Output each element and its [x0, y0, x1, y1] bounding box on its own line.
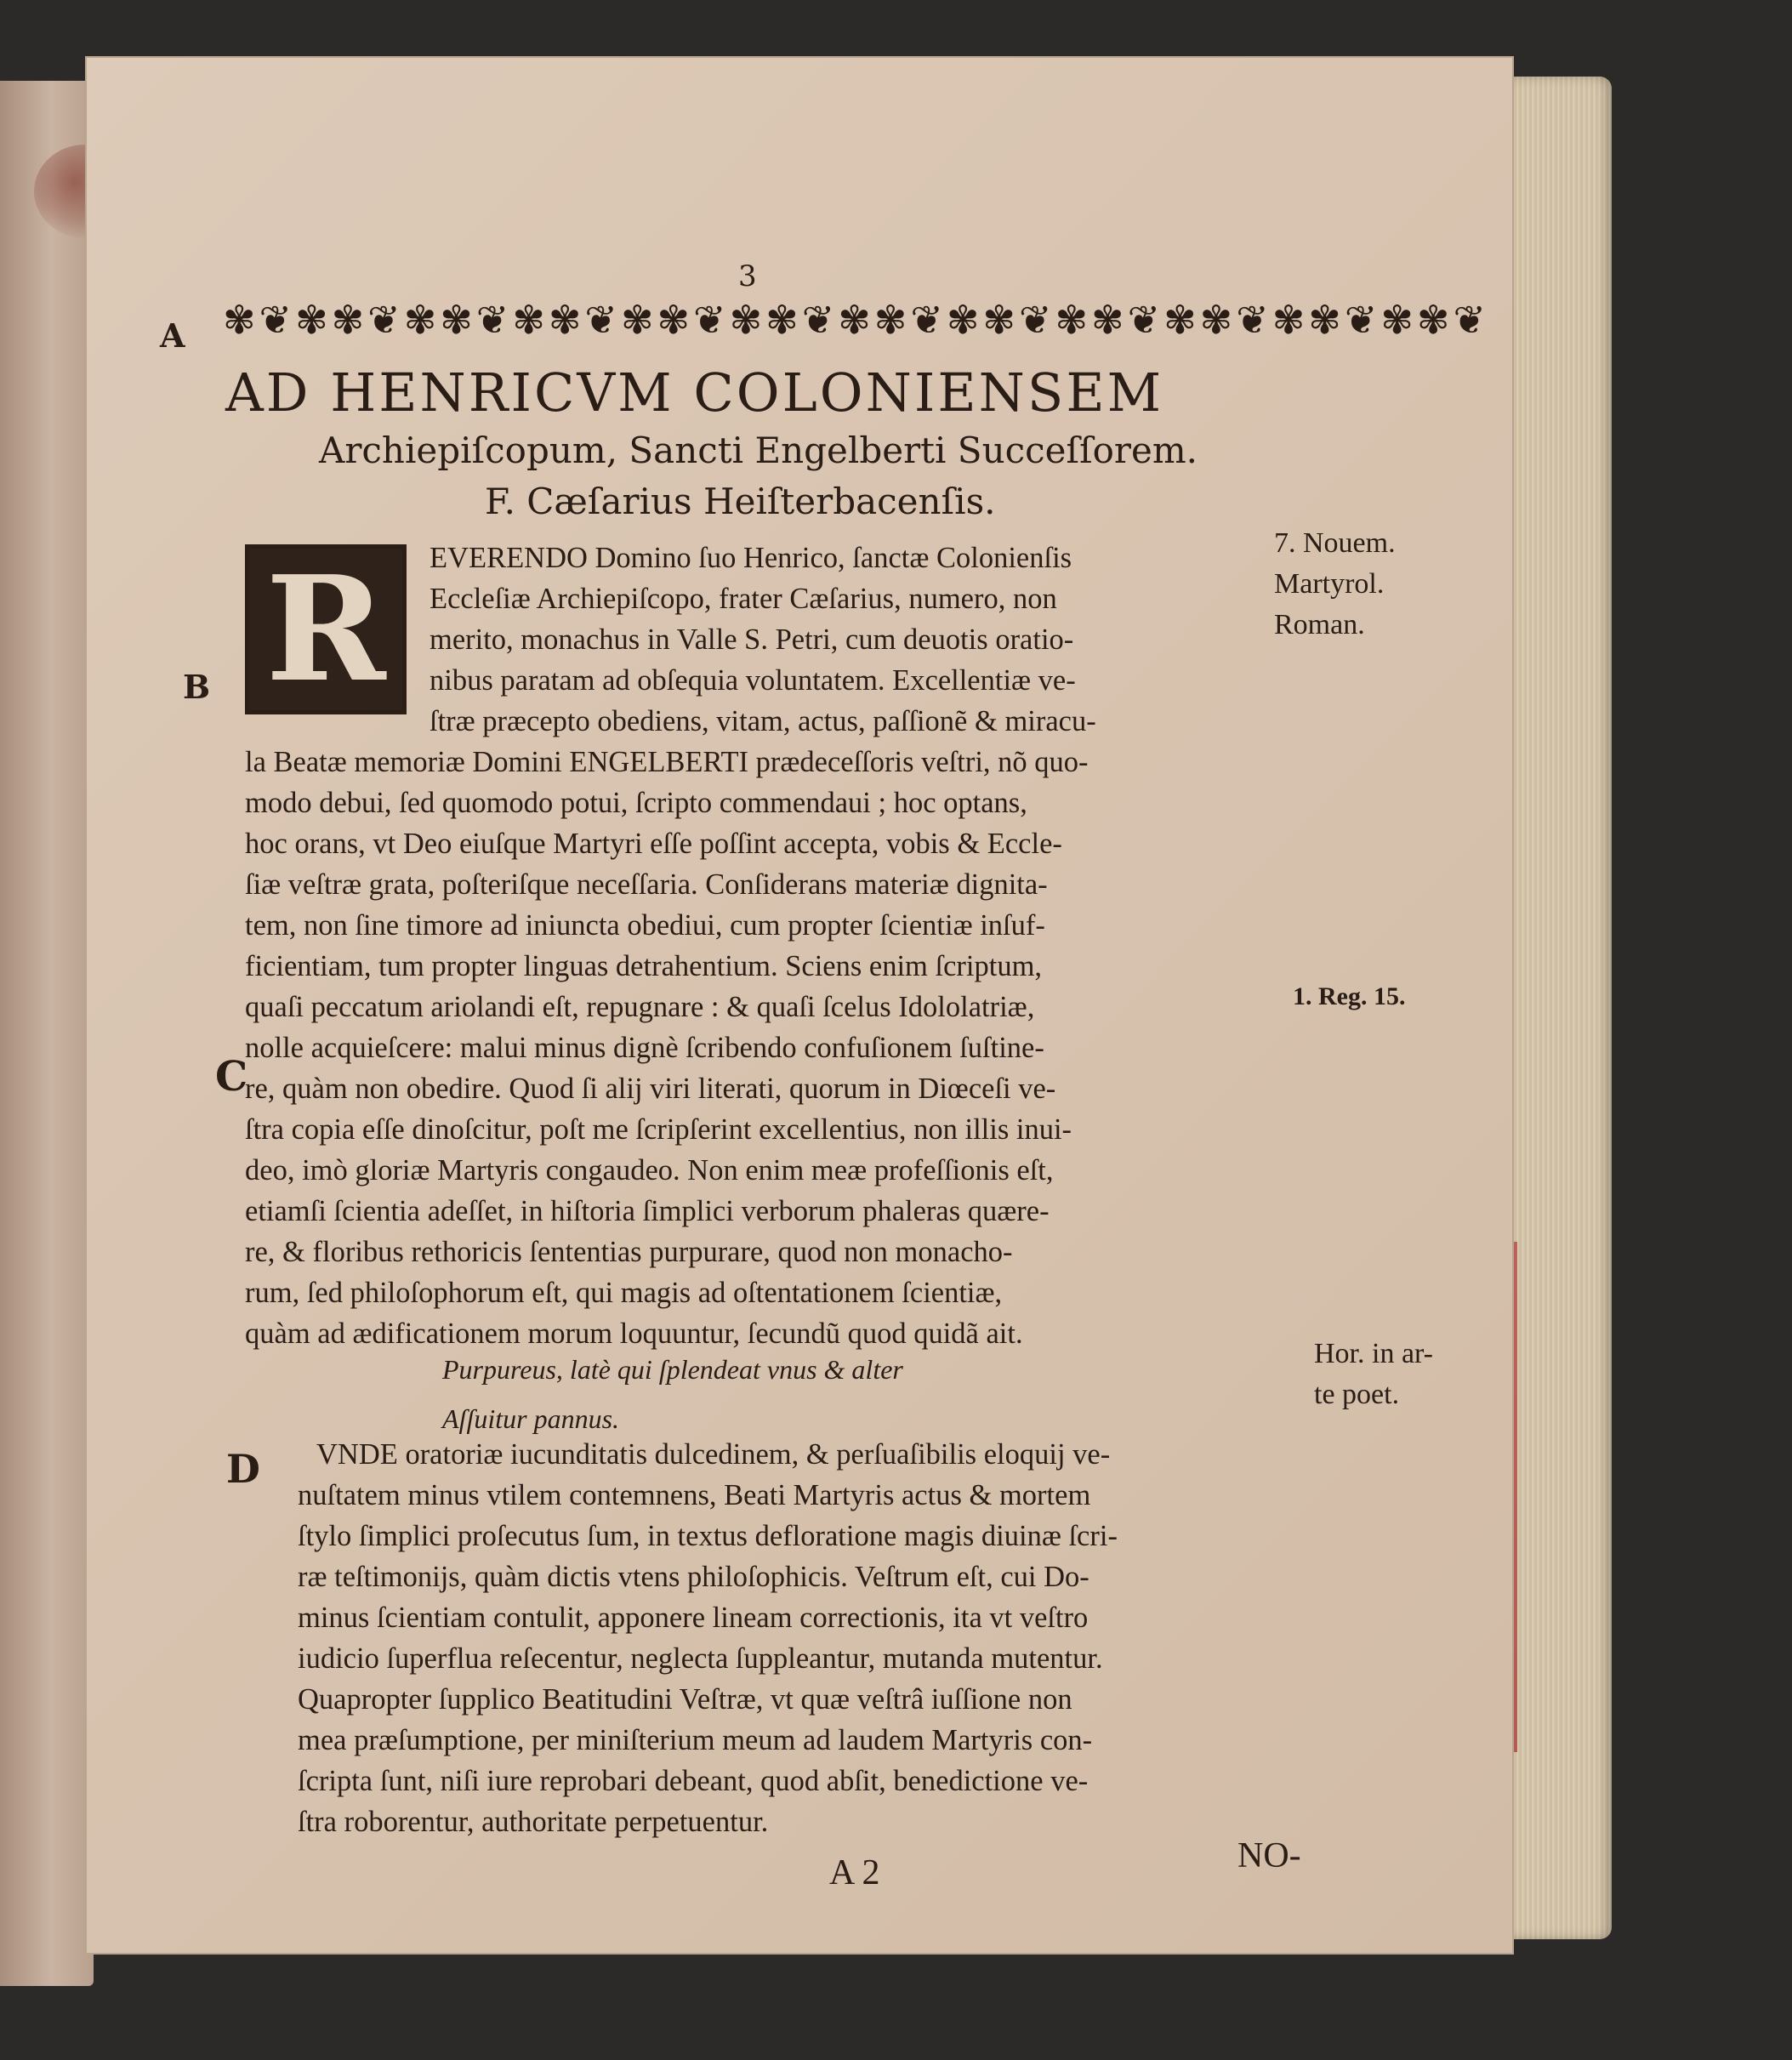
- text-line: modo debui, ſed quomodo potui, ſcripto commendaui ; hoc optans,: [245, 787, 1027, 819]
- margin-note-line: 7. Nouem.: [1274, 527, 1396, 559]
- text-line: iudicio ſuperflua reſecentur, neglecta ſuppleantur, mutanda mutentur.: [298, 1642, 1103, 1675]
- margin-note-martyrology: [1274, 523, 1396, 646]
- text-line: merito, monachus in Valle S. Petri, cum deuotis oratio-: [430, 623, 1074, 656]
- text-line: rum, ſed philoſophorum eſt, qui magis ad oſtentationem ſcientiæ,: [245, 1277, 1003, 1309]
- text-line: ficientiam, tum propter linguas detrahentium. Sciens enim ſcriptum,: [245, 950, 1043, 982]
- margin-letter-d: D: [226, 1446, 260, 1492]
- text-line: re, quàm non obedire. Quod ſi alij viri literati, quorum in Diœceſi ve-: [245, 1073, 1056, 1105]
- text-line: deo, imò gloriæ Martyris congaudeo. Non enim meæ profeſſionis eſt,: [245, 1154, 1054, 1186]
- page-title: AD HENRICVM COLONIENSEM: [225, 361, 1164, 424]
- decorated-initial: R: [245, 544, 407, 714]
- margin-note-horace: [1314, 1334, 1433, 1415]
- verse-line: Aſſuitur pannus.: [442, 1403, 620, 1434]
- text-line: ſtræ præcepto obediens, vitam, actus, paſſionẽ & miracu-: [430, 705, 1096, 737]
- margin-note-line: Martyrol.: [1274, 568, 1385, 600]
- margin-letter-c: C: [215, 1053, 248, 1101]
- text-line: Eccleſiæ Archiepiſcopo, frater Cæſarius, numero, non: [430, 583, 1057, 615]
- margin-note-line: Hor. in ar-: [1314, 1338, 1434, 1369]
- text-line: quaſi peccatum ariolandi eſt, repugnare : & quaſi ſcelus Idololatriæ,: [245, 991, 1035, 1023]
- text-line: hoc orans, vt Deo eiuſque Martyri eſſe poſſint accepta, vobis & Eccle-: [245, 828, 1062, 860]
- text-line: ſiæ veſtræ grata, poſteriſque neceſſaria. Conſiderans materiæ dignita-: [245, 868, 1048, 901]
- ornamental-band: ✾❦✾✾❦✾✾❦✾✾❦✾✾❦✾✾❦✾✾❦✾✾❦✾✾❦✾✾❦✾✾❦✾✾❦: [223, 297, 1490, 343]
- author-line: F. Cæſarius Heiſterbacenſis.: [485, 481, 996, 522]
- text-line: tem, non ſine timore ad iniuncta obediui, cum propter ſcientiæ inſuf-: [245, 909, 1045, 942]
- margin-letter-a: A: [160, 316, 185, 355]
- paragraph-2-first: [316, 1434, 1110, 1475]
- text-line: quàm ad ædificationem morum loquuntur, ſecundũ quod quidã ait.: [245, 1317, 1023, 1350]
- catchword: NO-: [1237, 1836, 1301, 1875]
- text-line: ſtra roborentur, authoritate perpetuentur.: [298, 1806, 769, 1838]
- margin-note-reg: 1. Reg. 15.: [1293, 982, 1406, 1010]
- text-line: etiamſi ſcientia adeſſet, in hiſtoria ſimplici verborum phaleras quære-: [245, 1195, 1050, 1227]
- margin-note-line: Roman.: [1274, 609, 1365, 640]
- paragraph-1-indented: [430, 538, 1096, 742]
- text-line: ſtylo ſimplici proſecutus ſum, in textus defloratione magis diuinæ ſcri-: [298, 1520, 1118, 1552]
- text-line: la Beatæ memoriæ Domini ENGELBERTI prædeceſſoris veſtri, nõ quo-: [245, 746, 1089, 778]
- page-subtitle: Archiepiſcopum, Sancti Engelberti Succeſſorem.: [319, 430, 1198, 471]
- signature-mark: A 2: [829, 1853, 880, 1892]
- margin-note-line: te poet.: [1314, 1379, 1400, 1410]
- text-line: EVERENDO Domino ſuo Henrico, ſanctæ Colonienſis: [430, 542, 1072, 574]
- text-line: minus ſcientiam contulit, apponere lineam correctionis, ita vt veſtro: [298, 1602, 1089, 1634]
- text-line: ſtra copia eſſe dinoſcitur, poſt me ſcripſerint excellentius, non illis inui-: [245, 1113, 1072, 1146]
- text-line: VNDE oratoriæ iucunditatis dulcedinem, & perſuaſibilis eloquij ve-: [316, 1438, 1111, 1471]
- text-line: mea præſumptione, per miniſterium meum ad laudem Martyris con-: [298, 1724, 1093, 1756]
- paragraph-1-full: [245, 742, 1089, 1354]
- paragraph-2: [298, 1475, 1118, 1842]
- text-line: nibus paratam ad obſequia voluntatem. Excellentiæ ve-: [430, 664, 1076, 697]
- margin-letter-b: B: [183, 668, 211, 706]
- text-line: ræ teſtimonijs, quàm dictis vtens philoſophicis. Veſtrum eſt, cui Do-: [298, 1561, 1089, 1593]
- text-line: Quapropter ſupplico Beatitudini Veſtræ, vt quæ veſtrâ iuſſione non: [298, 1683, 1072, 1716]
- page-number: 3: [738, 259, 757, 293]
- verse-line: Purpureus, latè qui ſplendeat vnus & alter: [442, 1354, 903, 1385]
- left-page-edge: [0, 81, 94, 1986]
- text-line: ſcripta ſunt, niſi iure reprobari debeant, quod abſit, benedictione ve-: [298, 1765, 1089, 1797]
- text-line: re, & floribus rethoricis ſententias purpurare, quod non monacho-: [245, 1236, 1013, 1268]
- text-line: nolle acquieſcere: malui minus dignè ſcribendo confuſionem ſuſtine-: [245, 1032, 1044, 1064]
- text-line: nuſtatem minus vtilem contemnens, Beati Martyris actus & mortem: [298, 1479, 1091, 1511]
